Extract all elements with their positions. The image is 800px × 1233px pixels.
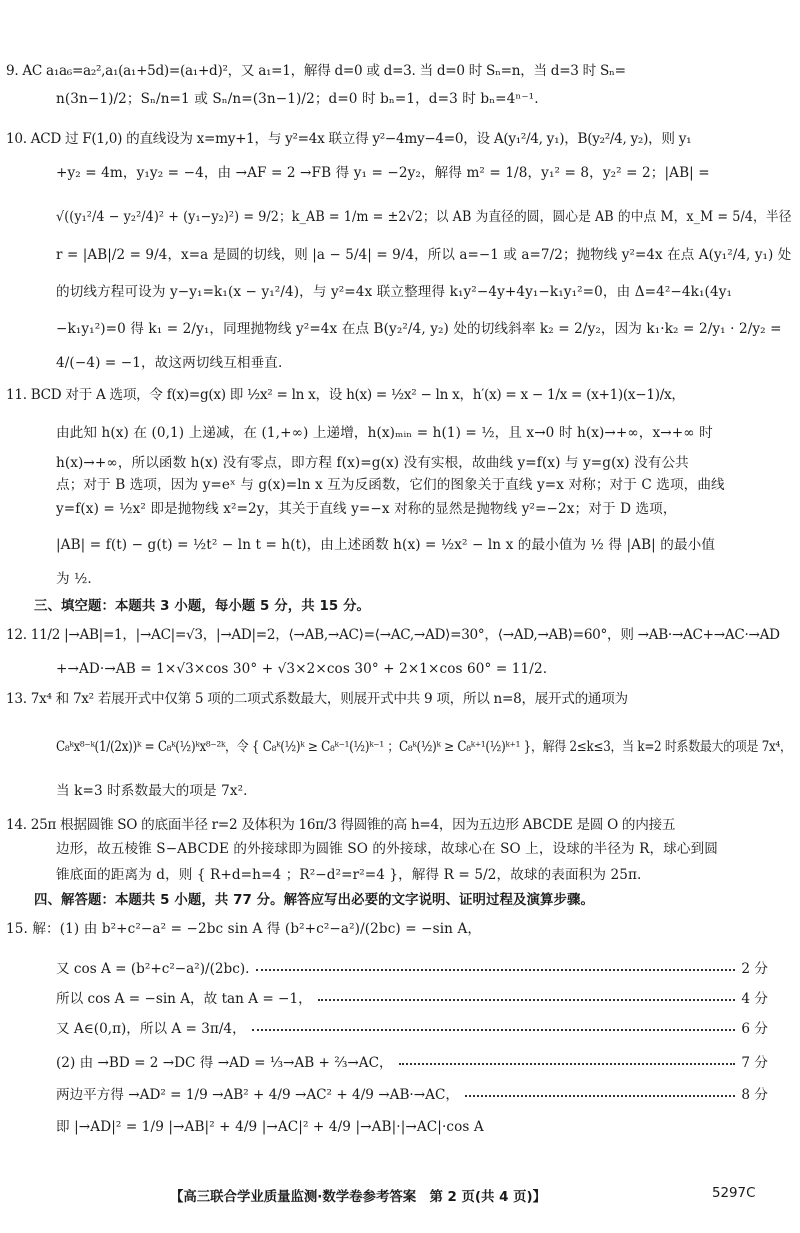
step-score: 8 分 [741, 1087, 768, 1103]
leader-dots [465, 1085, 735, 1097]
answer-12-line-1: 12. 11/2 |→AB|=1，|→AC|=√3，|→AD|=2，⟨→AB,→AC⟩=⟨→AC,→AD⟩=30°，⟨→AD,→AB⟩=60°，则 →AB·→AC+→AC·→AD [6, 627, 780, 643]
answer-14-line-1: 14. 25π 根据圆锥 SO 的底面半径 r=2 及体积为 16π/3 得圆锥的高 h=4，因为五边形 ABCDE 是圆 O 的内接五 [6, 817, 676, 833]
answer-11-line-6: |AB| = f(t) − g(t) = ½t² − ln t = h(t)，由上述函数 h(x) = ½x² − ln x 的最小值为 ½ 得 |AB| 的最小值 [56, 537, 716, 553]
leader-dots [252, 1019, 736, 1031]
answer-10-line-6: −k₁y₁²)=0 得 k₁ = 2/y₁，同理抛物线 y²=4x 在点 B(y₂²/4, y₂) 处的切线斜率 k₂ = 2/y₂，因为 k₁·k₂ = 2/y₁ · 2/y₂ = [56, 321, 782, 337]
step-score: 7 分 [741, 1055, 768, 1071]
page-footer: 【高三联合学业质量监测·数学卷参考答案 第 2 页(共 4 页)】 [170, 1190, 546, 1205]
answer-10-line-5: 的切线方程可设为 y−y₁=k₁(x − y₁²/4)，与 y²=4x 联立整理得 k₁y²−4y+4y₁−k₁y₁²=0，由 Δ=4²−4k₁(4y₁ [56, 284, 733, 300]
answer-12-line-2: +→AD·→AB = 1×√3×cos 30° + √3×2×cos 30° + 2×1×cos 60° = 11/2. [56, 661, 548, 677]
document-code: 5297C [712, 1186, 756, 1201]
answer-15-line-last: 即 |→AD|² = 1/9 |→AB|² + 4/9 |→AC|² + 4/9 |→AB|·|→AC|·cos A [56, 1119, 484, 1135]
step-text: 又 A∈(0,π)，所以 A = 3π/4， [56, 1021, 246, 1037]
section-4-heading: 四、解答题：本题共 5 小题，共 77 分。解答应写出必要的文字说明、证明过程及演算步骤。 [34, 893, 594, 908]
step-text: (2) 由 →BD = 2 →DC 得 →AD = ⅓→AB + ⅔→AC， [56, 1055, 393, 1071]
step-text: 又 cos A = (b²+c²−a²)/(2bc). [56, 961, 250, 977]
answer-13-line-3: 当 k=3 时系数最大的项是 7x². [56, 783, 248, 799]
leader-dots [318, 989, 736, 1001]
answer-10-line-1: 10. ACD 过 F(1,0) 的直线设为 x=my+1，与 y²=4x 联立得 y²−4my−4=0，设 A(y₁²/4, y₁)，B(y₂²/4, y₂)，则 y₁ [6, 131, 692, 147]
leader-dots [256, 959, 736, 971]
answer-15-step-5 [56, 1086, 768, 1104]
leader-dots [399, 1053, 736, 1065]
answer-15-step-4 [56, 1054, 768, 1072]
answer-11-line-2: 由此知 h(x) 在 (0,1) 上递减，在 (1,+∞) 上递增，h(x)ₘᵢₙ = h(1) = ½，且 x→0 时 h(x)→+∞，x→+∞ 时 [56, 425, 713, 441]
answer-10-line-2: +y₂ = 4m，y₁y₂ = −4，由 →AF = 2 →FB 得 y₁ = −2y₂，解得 m² = 1/8，y₁² = 8，y₂² = 2；|AB| = [56, 165, 710, 181]
step-text: 两边平方得 →AD² = 1/9 →AB² + 4/9 →AC² + 4/9 →AB·→AC， [56, 1087, 459, 1103]
answer-11-line-7: 为 ½. [56, 571, 92, 587]
answer-9-line-1: 9. AC a₁a₆=a₂²,a₁(a₁+5d)=(a₁+d)²，又 a₁=1，解得 d=0 或 d=3. 当 d=0 时 Sₙ=n，当 d=3 时 Sₙ= [6, 63, 626, 79]
answer-10-line-7: 4/(−4) = −1，故这两切线互相垂直. [56, 355, 283, 371]
answer-11-line-5: y=f(x) = ½x² 即是抛物线 x²=2y，其关于直线 y=−x 对称的显然是抛物线 y²=−2x；对于 D 选项， [56, 501, 677, 517]
answer-15-step-1 [56, 960, 768, 978]
answer-9-line-2: n(3n−1)/2；Sₙ/n=1 或 Sₙ/n=(3n−1)/2；d=0 时 bₙ=1，d=3 时 bₙ=4ⁿ⁻¹. [56, 91, 539, 107]
answer-13-line-2: C₈ᵏx⁸⁻ᵏ(1/(2x))ᵏ = C₈ᵏ(½)ᵏx⁸⁻²ᵏ，令 { C₈ᵏ(½)ᵏ ≥ C₈ᵏ⁻¹(½)ᵏ⁻¹ ；C₈ᵏ(½)ᵏ ≥ C₈ᵏ⁺¹(½)ᵏ⁺¹ }，解得 2≤k≤3，当 k=2 时系数最大的项是 7x⁴， [56, 739, 792, 755]
answer-10-line-3: √((y₁²/4 − y₂²/4)² + (y₁−y₂)²) = 9/2；k_AB = 1/m = ±2√2；以 AB 为直径的圆，圆心是 AB 的中点 M，x_M = 5/4，半径 [56, 209, 792, 225]
answer-11-line-1: 11. BCD 对于 A 选项，令 f(x)=g(x) 即 ½x² = ln x，设 h(x) = ½x² − ln x，h′(x) = x − 1/x = (x+1)(x−1)/x， [6, 387, 685, 403]
section-3-heading: 三、填空题：本题共 3 小题，每小题 5 分，共 15 分。 [34, 599, 371, 614]
answer-13-line-1: 13. 7x⁴ 和 7x² 若展开式中仅第 5 项的二项式系数最大，则展开式中共 9 项，所以 n=8，展开式的通项为 [6, 691, 628, 707]
step-score: 2 分 [741, 961, 768, 977]
answer-15-line-1: 15. 解：(1) 由 b²+c²−a² = −2bc sin A 得 (b²+c²−a²)/(2bc) = −sin A， [6, 921, 482, 937]
answer-15-step-2 [56, 990, 768, 1008]
step-score: 6 分 [741, 1021, 768, 1037]
answer-10-line-4: r = |AB|/2 = 9/4，x=a 是圆的切线，则 |a − 5/4| = 9/4，所以 a=−1 或 a=7/2；抛物线 y²=4x 在点 A(y₁²/4, y₁) 处 [56, 247, 792, 263]
answer-11-line-4: 点；对于 B 选项，因为 y=eˣ 与 g(x)=ln x 互为反函数，它们的图象关于直线 y=x 对称；对于 C 选项，曲线 [56, 477, 725, 493]
step-score: 4 分 [741, 991, 768, 1007]
step-text: 所以 cos A = −sin A，故 tan A = −1， [56, 991, 312, 1007]
answer-15-step-3 [56, 1020, 768, 1038]
answer-11-line-3: h(x)→+∞，所以函数 h(x) 没有零点，即方程 f(x)=g(x) 没有实根，故曲线 y=f(x) 与 y=g(x) 没有公共 [56, 455, 689, 471]
answer-14-line-3: 锥底面的距离为 d，则 { R+d=h=4 ；R²−d²=r²=4 }，解得 R = 5/2，故球的表面积为 25π. [56, 867, 642, 883]
answer-14-line-2: 边形，故五棱锥 S−ABCDE 的外接球即为圆锥 SO 的外接球，故球心在 SO 上，设球的半径为 R，球心到圆 [56, 841, 718, 857]
